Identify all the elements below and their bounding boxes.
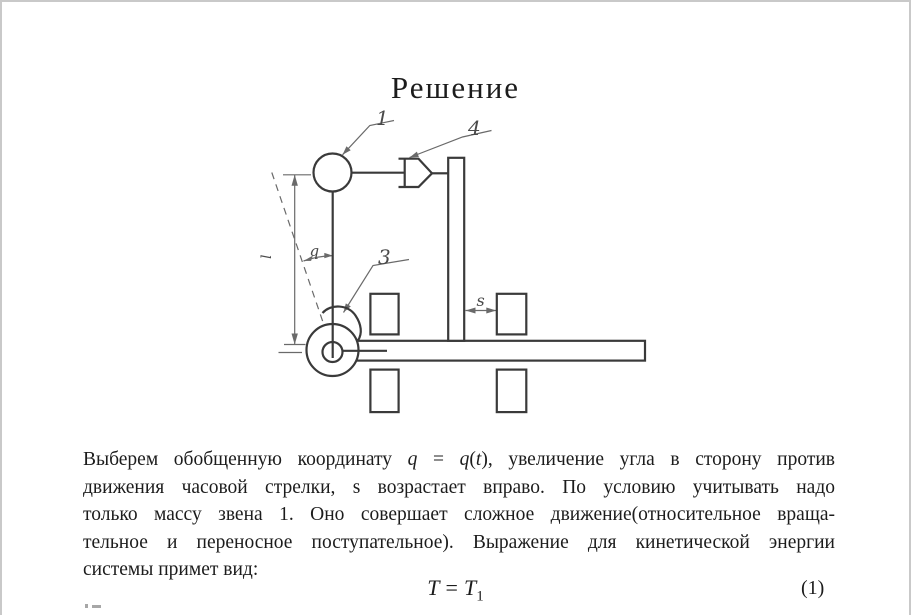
clipped-next-line-mark (85, 604, 88, 608)
s-arrow-left-icon (466, 308, 476, 314)
equation-number: (1) (801, 577, 825, 599)
paragraph-line: тельное и переносное поступательное). Выражение для кинетической энергии (83, 531, 835, 553)
mass-link1-circle (314, 154, 352, 192)
equation-rhs-subscript: 1 (476, 588, 484, 605)
angle-arc-arrow-right-icon (324, 253, 333, 258)
leader-part4-arrow-icon (410, 152, 419, 158)
label-part3: 3 (378, 245, 391, 269)
guide-block-top-left (370, 294, 398, 335)
equation-relation: = (445, 575, 458, 600)
label-part1: 1 (376, 106, 389, 130)
paragraph-line: движения часовой стрелки, s возрастает вправо. По условию учитывать надо (83, 476, 835, 498)
label-length-l: l (259, 254, 275, 259)
paragraph-line: только массу звена 1. Оно совершает сложное движение(относительное враща- (83, 504, 835, 526)
arrow-up-icon (292, 175, 298, 186)
arrow-down-icon (292, 334, 298, 345)
mechanism-diagram (2, 2, 911, 442)
mechanism-outlines (307, 154, 646, 413)
clipped-next-line-mark (92, 605, 101, 608)
equation (427, 575, 484, 605)
label-part4: 4 (468, 116, 481, 140)
label-angle-q: q (309, 242, 320, 260)
guide-block-top-right (497, 294, 527, 335)
paragraph-line: системы примет вид: (83, 559, 259, 581)
s-arrow-right-icon (486, 308, 496, 314)
pendulum-reference-dashed-line (272, 173, 333, 351)
equation-lhs: T (427, 575, 440, 600)
guide-block-bottom-left (370, 370, 398, 413)
guide-block-bottom-right (497, 370, 527, 413)
vertical-slider-bar (448, 158, 464, 341)
equation-rhs: T (463, 575, 477, 600)
paragraph (83, 446, 835, 584)
page-title: Решение (390, 70, 521, 105)
label-displacement-s: s (476, 291, 485, 310)
paragraph-line: Выберем обобщенную координату q = q(t), увеличение угла в сторону против (83, 449, 836, 470)
equation-row (2, 575, 909, 605)
